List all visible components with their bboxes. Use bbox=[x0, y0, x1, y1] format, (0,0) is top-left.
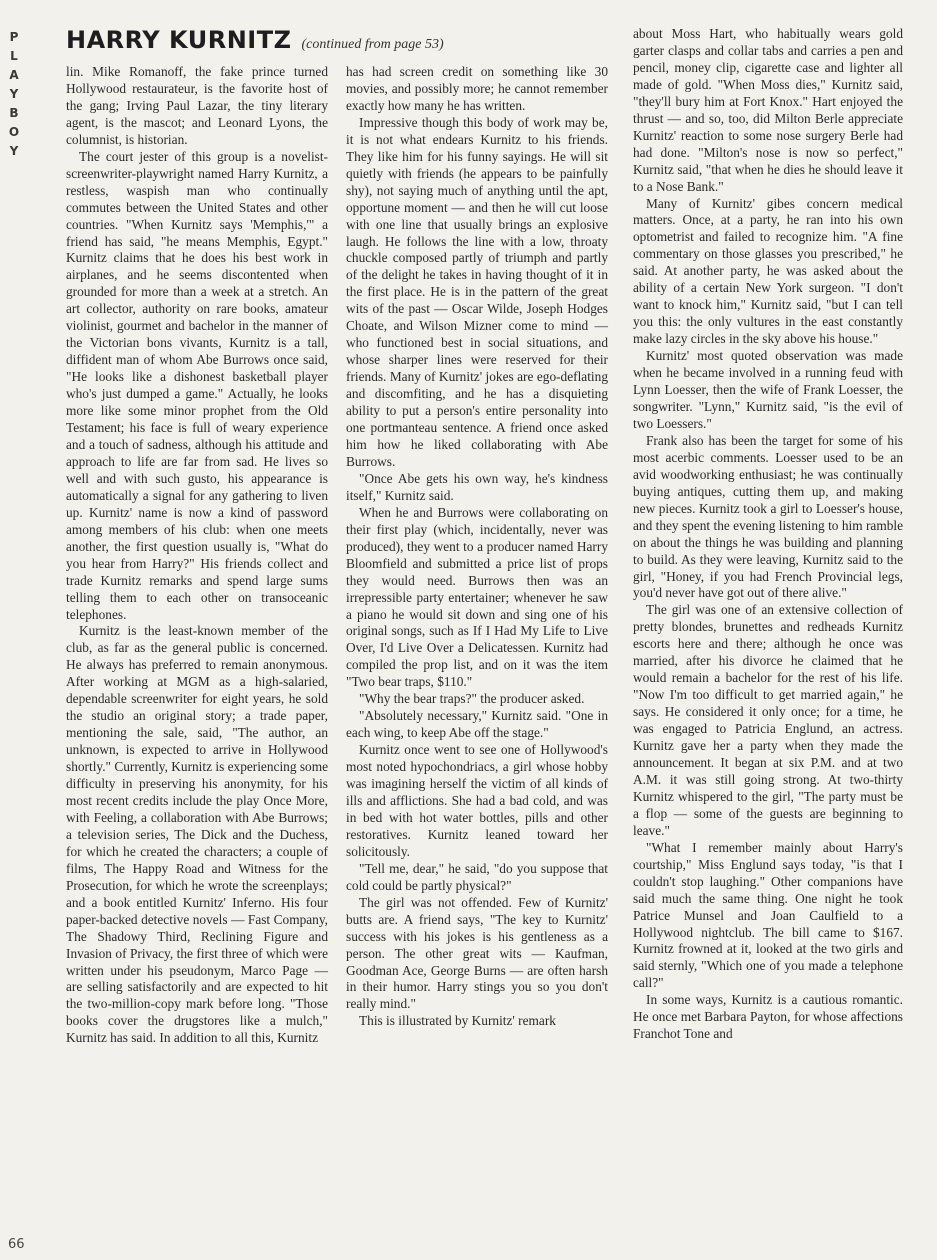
sidebar-letter: B bbox=[9, 106, 19, 120]
paragraph: "Why the bear traps?" the producer asked. bbox=[359, 691, 585, 707]
sidebar-letter: O bbox=[8, 125, 20, 139]
paragraph: The girl was one of an extensive collection of pretty blondes, brunettes and redheads Kurnitz escorts here and there; although he once was married, after his divorce he claimed that he would remain a bachelor for the rest of his life. "Now I'm too difficult to get married again," he says. He considered it only once; for a time, he was engaged to Patricia Englund, an actress. Kurnitz gave her a party when they made the announcement. It began at six P.M. and at two A.M. it was still going strong. At two-thirty Kurnitz whispered to the girl, "The party must be a flop — some of the guests are beginning to leave." bbox=[633, 602, 903, 838]
paragraph: has had screen credit on something like 30 movies, and possibly more; he cannot remember exactly how many he has written. bbox=[346, 64, 608, 113]
page-number: 66 bbox=[8, 1237, 25, 1252]
sidebar-letter: P bbox=[9, 30, 19, 44]
paragraph: Kurnitz is the least-known member of the club, as far as the general public is concerned. He always has preferred to remain anonymous. After working at MGM as a high-salaried, dependable screenwriter for eight years, he sold the studio an original story; a trade paper, mentioning the sale, said, "The author, an unknown, is expected to arrive in Hollywood shortly." Currently, Kurnitz is experiencing some difficulty in preserving his anonymity, for his most recent credits include the play Once More, with Feeling, a collaboration with Abe Burrows; a television series, The Dick and the Duchess, for which he created the characters; a couple of films, The Happy Road and Witness for the Prosecution, for which he wrote the screenplays; and a book entitled Kurnitz' Inferno. His four paper-backed detective novels — Fast Company, The Shadowy Third, Reclining Figure and Invasion of Privacy, the first three of which were written under his pseudonym, Marco Page — are selling satisfactorily and are expected to hit the two-million-copy mark before long. "Those books cover the drugstores like a mulch," Kurnitz has said. In addition to all this, Kurnitz bbox=[66, 623, 329, 1046]
article-headline bbox=[66, 26, 444, 54]
paragraph: Kurnitz' most quoted observation was made when he became involved in a running feud with Lynn Loesser, then the wife of Frank Loesser, the songwriter. "Lynn," Kurnitz said, "is the evil of two Loessers." bbox=[633, 348, 903, 431]
paragraph: about Moss Hart, who habitually wears gold garter clasps and collar tabs and carries a pen and pencil, money clip, cigarette case and lighter all made of gold. "When Moss dies," Kurnitz said, "they'll bury him at Fort Knox." Hart enjoyed the thrust — and so, too, did Milton Berle appreciate Kurnitz' reaction to some nose surgery Berle had had done. "Milton's nose is now so perfect," Kurnitz said, "that when he dies he should leave it to a Nose Bank." bbox=[633, 26, 903, 194]
paragraph: lin. Mike Romanoff, the fake prince turned Hollywood restaurateur, is the favorite host of the gang; Irving Paul Lazar, the tiny literary agent, is the mascot; and Leonard Lyons, the columnist, is historian. bbox=[66, 64, 328, 147]
paragraph: The court jester of this group is a novelist-screenwriter-playwright named Harry Kurnitz, a restless, waspish man who continually commutes between the United States and other countries. "When Kurnitz says 'Memphis,'" a friend has said, "he means Memphis, Egypt." Kurnitz claims that he does his best work in airplanes, and he seems discontented when grounded for more than a week at a stretch. An art collector, authority on rare books, amateur violinist, gourmet and bachelor in the manner of the Victorian bons vivants, Kurnitz is a tall, diffident man of whom Abe Burrows once said, "He looks like a dishonest basketball player who's just dumped a game." Actually, he looks more like some minor prophet from the Old Testament; his face is full of weary experience and a touch of sadness, although his attitude and approach to life are far from sad. He lives so well and with such gusto, his appearance is automatically a signal for any gathering to liven up. Kurnitz' name is now a kind of password among members of his club: when one meets another, the first question usually is, "What do you hear from Harry?" His friends collect and trade Kurnitz remarks and spend large sums telling them to each other on transoceanic telephones. bbox=[66, 148, 328, 622]
paragraph: Many of Kurnitz' gibes concern medical matters. Once, at a party, he ran into his own optometrist and failed to recognize him. "A fine commentary on those glasses you prescribed," he said. At another party, he was asked about the ability of a certain New York surgeon. "I don't want to knock him," Kurnitz said, "but I can tell you this: the only vultures in the east constantly make lazy circles in the sky above his house." bbox=[633, 195, 903, 347]
paragraph: "Absolutely necessary," Kurnitz said. "One in each wing, to keep Abe off the stage." bbox=[346, 708, 608, 741]
paragraph: Kurnitz once went to see one of Hollywood's most noted hypochondriacs, a girl whose hobby was imagining herself the victim of all kinds of ills and afflictions. She had a bad cold, and was in bed with hot water bottles, pills and other restoratives. Kurnitz leaned toward her solicitously. bbox=[346, 742, 608, 859]
article-title: HARRY KURNITZ bbox=[66, 26, 292, 54]
continued-note: (continued from page 53) bbox=[301, 37, 444, 52]
paragraph: "Once Abe gets his own way, he's kindness itself," Kurnitz said. bbox=[346, 470, 608, 503]
paragraph: Impressive though this body of work may be, it is not what endears Kurnitz to his friends. They like him for his funny sayings. He will sit quietly with friends (he appears to be painfully shy), not saying much of anything until the apt, opportune moment — and then he will cut loose with one line that usually brings an explosive laugh. He follows the line with a low, throaty chuckle composed partly of triumph and partly of the delight he takes in having thought of it in the first place. He is in the pattern of the great wits of the past — Oscar Wilde, Joseph Hodges Choate, and Wilson Mizner come to mind — who functioned best in social situations, and whose sharper lines were reserved for their friends. Many of Kurnitz' jokes are ego-deflating and discomfiting, and he has a disquieting ability to put a person's entire personality into one portmanteau sentence. A friend once asked him how he liked collaborating with Abe Burrows. bbox=[346, 114, 608, 469]
article-column-1 bbox=[66, 64, 328, 1047]
magazine-sidebar-label bbox=[6, 28, 22, 161]
sidebar-letter: Y bbox=[9, 87, 19, 101]
paragraph: When he and Burrows were collaborating on their first play (which, incidentally, never was produced), they went to a producer named Harry Bloomfield and submitted a price list of props they would need. Burrows then was an irrepressible party entertainer; whenever he saw a piano he would sit down and sing one of his original songs, such as If I Had My Life to Live Over, I'd Live Over a Delicatessen. Kurnitz had compiled the prop list, and on it was the item "Two bear traps, $110." bbox=[346, 504, 608, 690]
sidebar-letter: A bbox=[9, 68, 19, 82]
article-column-2 bbox=[346, 64, 608, 1030]
sidebar-letter: Y bbox=[9, 144, 19, 158]
paragraph: This is illustrated by Kurnitz' remark bbox=[359, 1013, 556, 1029]
article-column-3 bbox=[633, 26, 903, 1043]
paragraph: The girl was not offended. Few of Kurnitz' butts are. A friend says, "The key to Kurnitz' success with his jokes is his gentleness as a person. The other great wits — Kaufman, Goodman Ace, George Burns — are often harsh in their humor. Harry stings you so you don't really mind." bbox=[346, 894, 608, 1012]
paragraph: "What I remember mainly about Harry's courtship," Miss Englund says today, "is that I couldn't stop laughing." Other companions have said much the same thing. One night he took Patrice Munsel and Joan Caulfield to a Hollywood nightclub. The bill came to $167. Kurnitz frowned at it, looked at the two girls and said sternly, "Which one of you made a telephone call?" bbox=[633, 839, 903, 991]
paragraph: In some ways, Kurnitz is a cautious romantic. He once met Barbara Payton, for whose affections Franchot Tone and bbox=[633, 992, 903, 1042]
paragraph: "Tell me, dear," he said, "do you suppose that cold could be partly physical?" bbox=[346, 860, 608, 893]
sidebar-letter: L bbox=[10, 49, 18, 63]
paragraph: Frank also has been the target for some of his most acerbic comments. Loesser used to be an avid woodworking enthusiast; he was continually buying antiques, cutting them up, and making new pieces. Kurnitz took a girl to Loesser's house, and they spent the evening listening to him ramble on about the things he was building and planning to build. As they were leaving, Kurnitz said to the girl, "Honey, if you had French Provincial legs, you'd never have got out of there alive." bbox=[633, 432, 903, 601]
